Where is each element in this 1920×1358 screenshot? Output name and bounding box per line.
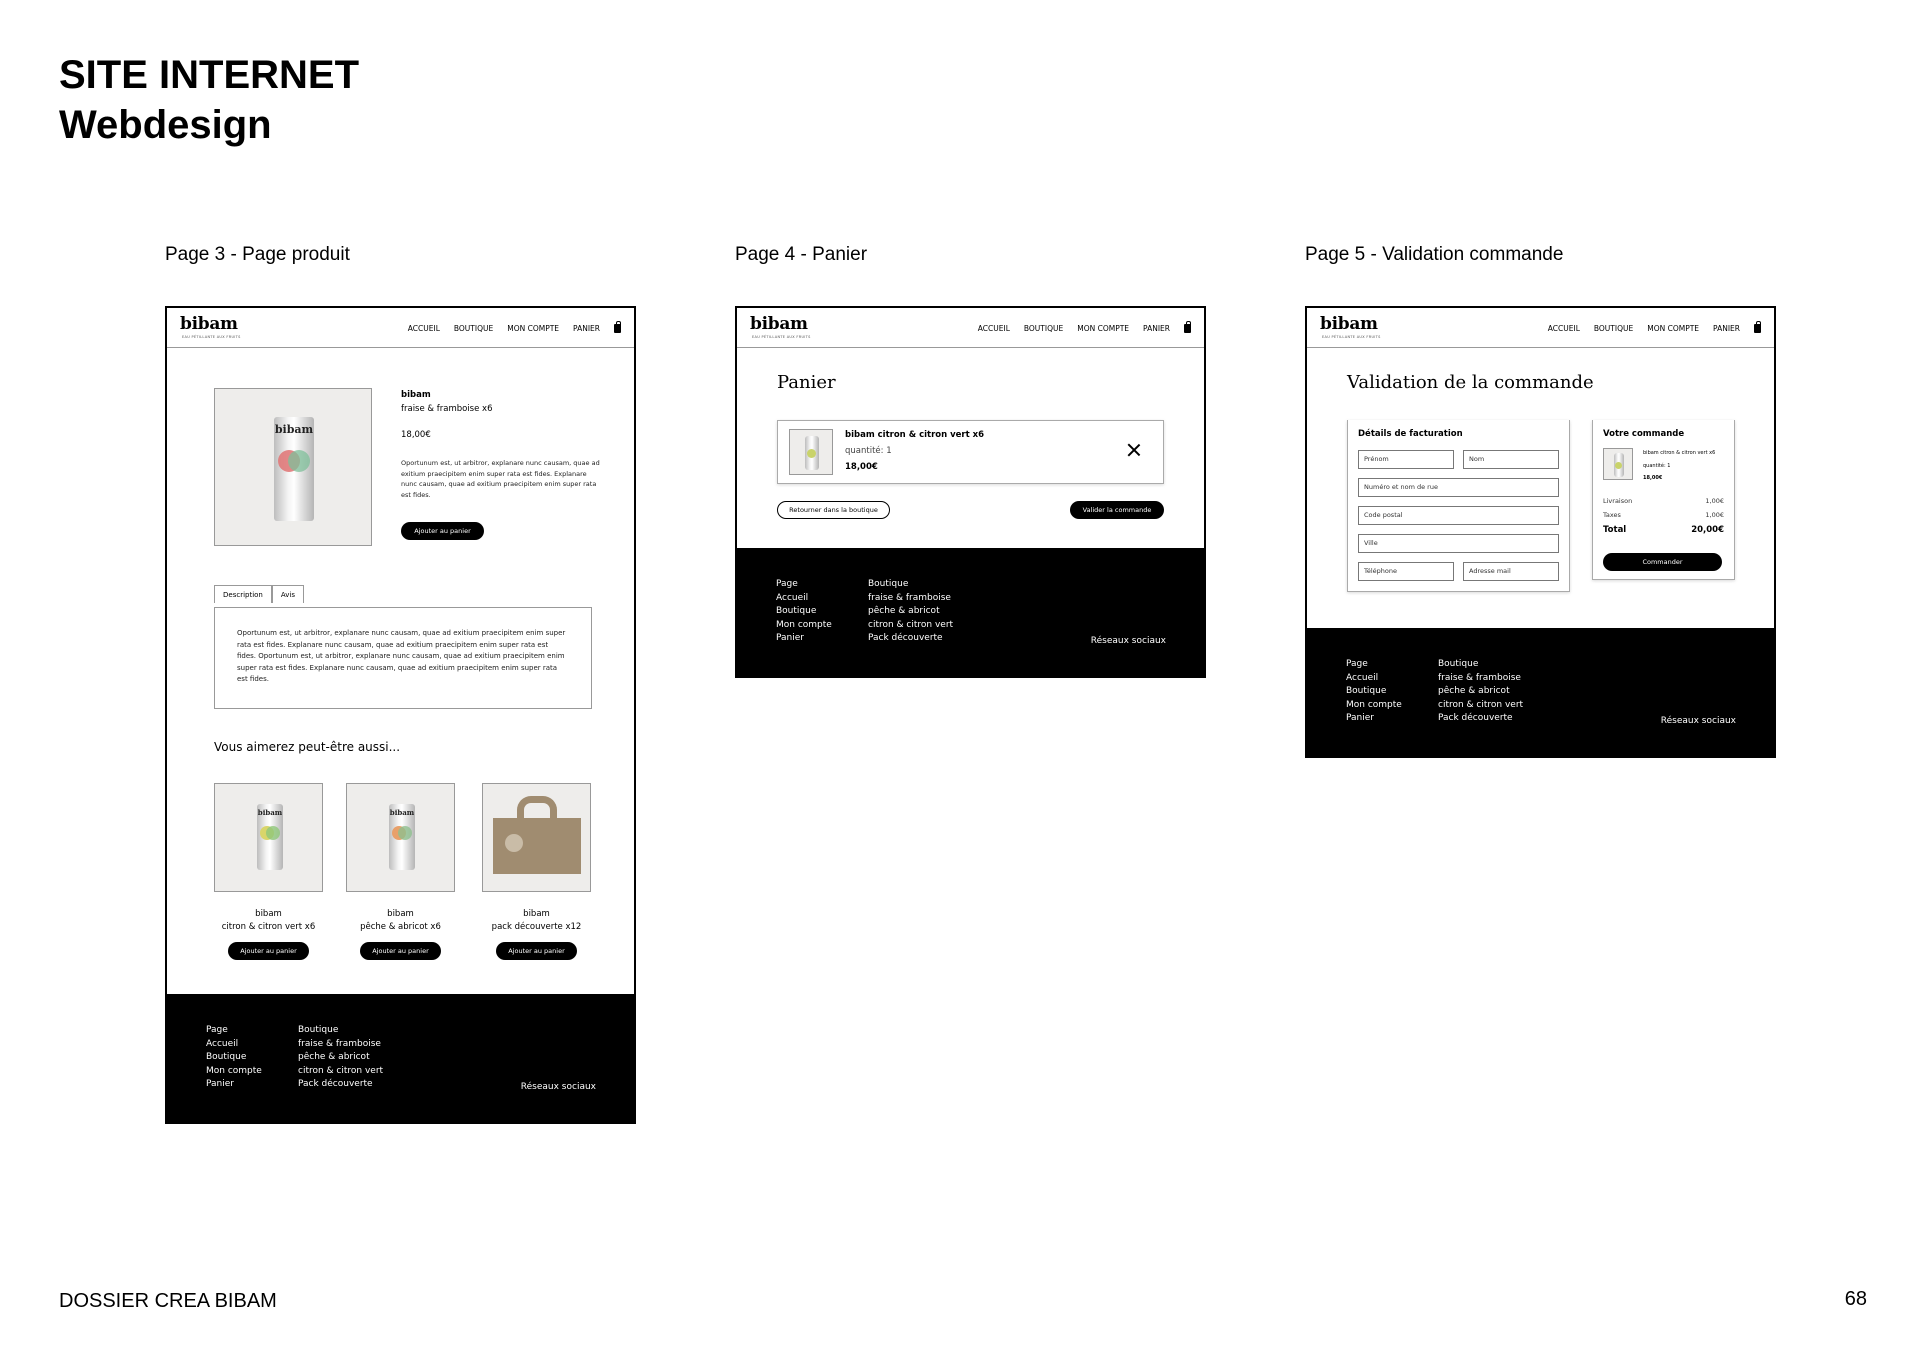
- footer-link[interactable]: Accueil: [776, 592, 809, 603]
- footer-col-boutique: [1438, 658, 1523, 726]
- nav-boutique[interactable]: BOUTIQUE: [1593, 324, 1634, 333]
- related-label-2[interactable]: [346, 908, 455, 934]
- order-summary-panel: [1592, 420, 1735, 580]
- mockup-cart-page: [735, 306, 1206, 678]
- related-label-1[interactable]: [214, 908, 323, 934]
- shopping-bag-icon[interactable]: [1184, 324, 1191, 333]
- delivery-value: 1,00€: [1705, 497, 1724, 505]
- footer-link[interactable]: Accueil: [206, 1038, 239, 1049]
- footer-heading: Boutique: [1438, 659, 1479, 669]
- related-image-1[interactable]: [214, 783, 323, 892]
- site-header: [1307, 308, 1774, 348]
- site-nav: [408, 324, 621, 333]
- product-brand: bibam: [401, 390, 431, 400]
- related-name: pack découverte x12: [491, 922, 582, 932]
- document-title: [59, 50, 359, 150]
- nav-boutique[interactable]: BOUTIQUE: [1023, 324, 1064, 333]
- site-tagline: EAU PÉTILLANTE AUX FRUITS: [1322, 335, 1381, 339]
- product-image: [214, 388, 372, 546]
- related-title: Vous aimerez peut-être aussi...: [214, 740, 401, 754]
- related-name: pêche & abricot x6: [360, 922, 441, 932]
- related-label-3[interactable]: [482, 908, 591, 934]
- related-image-2[interactable]: [346, 783, 455, 892]
- caption-page-3: Page 3 - Page produit: [165, 244, 350, 265]
- site-header: [737, 308, 1204, 348]
- nav-panier[interactable]: PANIER: [573, 324, 600, 333]
- can-logo: bibam: [274, 423, 314, 436]
- caption-page-4: Page 4 - Panier: [735, 244, 868, 265]
- mockup-product-page: [165, 306, 636, 1124]
- site-header: [167, 308, 634, 348]
- footer-col-pages: [1346, 658, 1402, 726]
- billing-panel: [1347, 420, 1570, 592]
- footer-social-link[interactable]: Réseaux sociaux: [1660, 716, 1736, 726]
- can-logo: bibam: [257, 808, 283, 817]
- order-item-image: [1603, 448, 1633, 480]
- description-box: Oportunum est, ut arbitror, explanare nunc causam, quae ad exitium praecipitem enim super rata est fides. Explanare nunc causam, quae ad exitium praecipitem enim super rata est fides. Oportunum est, ut arbitror, explanare nunc causam, quae ad exitium praecipitem enim super rata est fides. Explanare nunc causam, quae ad exitium praecipitem enim super rata est fides.: [214, 607, 592, 709]
- total-label: Total: [1603, 525, 1627, 535]
- order-item-name: bibam citron & citron vert x6: [1643, 450, 1716, 456]
- footer-link[interactable]: pêche & abricot: [868, 606, 940, 616]
- fruit-dot: [1615, 462, 1622, 469]
- nav-mon-compte[interactable]: MON COMPTE: [1647, 324, 1700, 333]
- fruit-dot: [505, 834, 523, 852]
- footer-col-pages: [776, 578, 832, 646]
- footer-link[interactable]: Mon compte: [206, 1065, 262, 1076]
- footer-link[interactable]: Mon compte: [776, 619, 832, 630]
- can-illustration: [805, 436, 819, 470]
- tab-avis[interactable]: Avis: [272, 585, 304, 603]
- footer-link[interactable]: fraise & framboise: [868, 592, 951, 603]
- footer-heading: Boutique: [298, 1025, 339, 1035]
- checkout-title: Validation de la commande: [1347, 372, 1594, 393]
- site-footer: [167, 994, 634, 1122]
- can-illustration: [274, 417, 314, 521]
- fruit-dot: [807, 449, 816, 458]
- place-order-button[interactable]: Commander: [1603, 553, 1722, 571]
- footer-heading: Page: [776, 579, 798, 589]
- footer-social-link[interactable]: Réseaux sociaux: [520, 1082, 596, 1092]
- footer-link[interactable]: Pack découverte: [868, 633, 943, 643]
- related-brand: bibam: [523, 909, 550, 919]
- site-nav: [978, 324, 1191, 333]
- related-image-3[interactable]: [482, 783, 591, 892]
- street-field[interactable]: Numéro et nom de rue: [1358, 478, 1559, 497]
- footer-link[interactable]: Boutique: [776, 606, 817, 616]
- billing-title: Détails de facturation: [1358, 429, 1463, 439]
- caption-page-5: Page 5 - Validation commande: [1305, 244, 1564, 265]
- nav-panier[interactable]: PANIER: [1713, 324, 1740, 333]
- cart-item: [777, 420, 1164, 484]
- nav-boutique[interactable]: BOUTIQUE: [453, 324, 494, 333]
- footer-link[interactable]: Panier: [776, 633, 804, 643]
- footer-link[interactable]: Pack découverte: [1438, 713, 1513, 723]
- page-number: 68: [1844, 1288, 1867, 1310]
- can-illustration: [389, 804, 415, 870]
- footer-heading: Boutique: [868, 579, 909, 589]
- lastname-field[interactable]: Nom: [1463, 450, 1559, 469]
- total-value: 20,00€: [1691, 525, 1724, 535]
- tab-description[interactable]: Description: [214, 585, 272, 603]
- site-logo[interactable]: bibam: [750, 314, 808, 334]
- footer-link[interactable]: Panier: [1346, 713, 1374, 723]
- site-tagline: EAU PÉTILLANTE AUX FRUITS: [182, 335, 241, 339]
- shopping-bag-icon[interactable]: [614, 324, 621, 333]
- can-logo: bibam: [389, 808, 415, 817]
- zip-field[interactable]: Code postal: [1358, 506, 1559, 525]
- cart-item-quantity[interactable]: quantité: 1: [845, 446, 892, 456]
- footer-link[interactable]: pêche & abricot: [1438, 686, 1510, 696]
- related-add-button-2[interactable]: Ajouter au panier: [360, 942, 441, 960]
- delivery-label: Livraison: [1603, 497, 1633, 505]
- site-logo[interactable]: bibam: [180, 314, 238, 334]
- product-tabs: [214, 585, 304, 603]
- cart-item-image: [789, 429, 833, 475]
- footer-link[interactable]: fraise & framboise: [1438, 672, 1521, 683]
- mockup-checkout-page: [1305, 306, 1776, 758]
- footer-link[interactable]: Boutique: [1346, 686, 1387, 696]
- site-nav: [1548, 324, 1761, 333]
- shopping-bag-icon[interactable]: [1754, 324, 1761, 333]
- related-name: citron & citron vert x6: [221, 922, 316, 932]
- footer-link[interactable]: pêche & abricot: [298, 1052, 370, 1062]
- close-icon[interactable]: [1127, 443, 1141, 457]
- firstname-field[interactable]: Prénom: [1358, 450, 1454, 469]
- footer-heading: Page: [1346, 659, 1368, 669]
- footer-link[interactable]: citron & citron vert: [1438, 699, 1524, 710]
- product-short-description: Oportunum est, ut arbitror, explanare nunc causam, quae ad exitium praecipitem enim super rata est fides. Explanare nunc causam, quae ad exitium praecipitem enim super rata est fides.: [401, 459, 600, 499]
- product-price: 18,00€: [401, 430, 431, 440]
- footer-link[interactable]: citron & citron vert: [298, 1065, 384, 1076]
- footer-col-boutique: [868, 578, 953, 646]
- site-tagline: EAU PÉTILLANTE AUX FRUITS: [752, 335, 811, 339]
- nav-accueil[interactable]: ACCUEIL: [977, 324, 1010, 333]
- nav-accueil[interactable]: ACCUEIL: [407, 324, 440, 333]
- nav-accueil[interactable]: ACCUEIL: [1547, 324, 1580, 333]
- related-add-button-1[interactable]: Ajouter au panier: [228, 942, 309, 960]
- footer-link[interactable]: citron & citron vert: [868, 619, 954, 630]
- nav-mon-compte[interactable]: MON COMPTE: [1077, 324, 1130, 333]
- order-item-quantity: quantité: 1: [1643, 463, 1671, 469]
- cart-item-price: 18,00€: [845, 462, 878, 472]
- add-to-cart-button[interactable]: Ajouter au panier: [401, 522, 484, 540]
- footer-link[interactable]: Mon compte: [1346, 699, 1402, 710]
- can-illustration: [1614, 453, 1624, 477]
- footer-link[interactable]: Boutique: [206, 1052, 247, 1062]
- validate-order-button[interactable]: Valider la commande: [1070, 501, 1164, 519]
- email-field[interactable]: Adresse mail: [1463, 562, 1559, 581]
- product-name: fraise & framboise x6: [401, 404, 493, 414]
- city-field[interactable]: Ville: [1358, 534, 1559, 553]
- footer-heading: Page: [206, 1025, 228, 1035]
- cart-item-name: bibam citron & citron vert x6: [845, 430, 985, 440]
- related-brand: bibam: [255, 909, 282, 919]
- site-logo[interactable]: bibam: [1320, 314, 1378, 334]
- footer-link[interactable]: fraise & framboise: [298, 1038, 381, 1049]
- order-item-price: 18,00€: [1643, 475, 1663, 481]
- related-add-button-3[interactable]: Ajouter au panier: [496, 942, 577, 960]
- phone-field[interactable]: Téléphone: [1358, 562, 1454, 581]
- site-footer: [737, 548, 1204, 676]
- fruit-dot: [398, 826, 412, 840]
- tax-value: 1,00€: [1705, 511, 1724, 519]
- fruit-dot: [288, 450, 310, 472]
- nav-mon-compte[interactable]: MON COMPTE: [507, 324, 560, 333]
- back-to-shop-button[interactable]: Retourner dans la boutique: [777, 501, 890, 519]
- nav-panier[interactable]: PANIER: [1143, 324, 1170, 333]
- tax-label: Taxes: [1603, 511, 1621, 519]
- fruit-dot: [266, 826, 280, 840]
- footer-link[interactable]: Panier: [206, 1079, 234, 1089]
- pack-handle: [517, 796, 557, 822]
- can-illustration: [257, 804, 283, 870]
- title-line-2: Webdesign: [59, 103, 272, 147]
- title-line-1: SITE INTERNET: [59, 53, 360, 97]
- footer-col-pages: [206, 1024, 262, 1092]
- footer-social-link[interactable]: Réseaux sociaux: [1090, 636, 1166, 646]
- footer-link[interactable]: Accueil: [1346, 672, 1379, 683]
- related-brand: bibam: [387, 909, 414, 919]
- footer-link[interactable]: Pack découverte: [298, 1079, 373, 1089]
- site-footer: [1307, 628, 1774, 756]
- cart-title: Panier: [777, 372, 836, 393]
- order-title: Votre commande: [1603, 429, 1685, 439]
- document-footer-label: DOSSIER CREA BIBAM: [59, 1290, 277, 1312]
- footer-col-boutique: [298, 1024, 383, 1092]
